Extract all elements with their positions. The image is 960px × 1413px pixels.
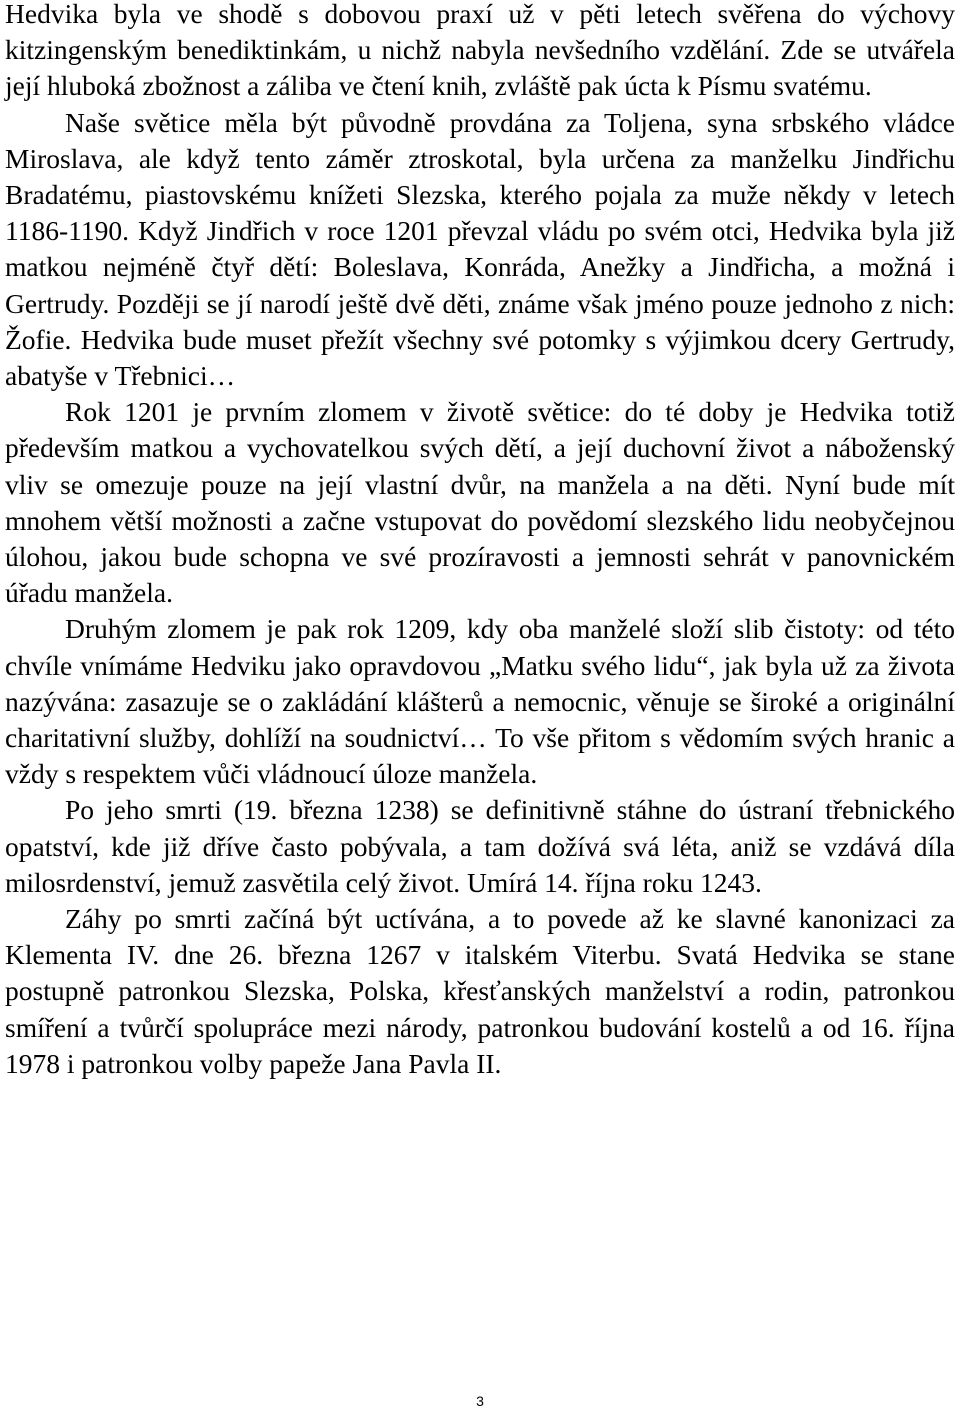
body-text [5, 0, 955, 1082]
paragraph-1: Hedvika byla ve shodě s dobovou praxí už v pěti letech svěřena do výchovy kitzingenským benediktinkám, u nichž nabyla nevšedního vzdělání. Zde se utvářela její hluboká zbožnost a záliba ve čtení knih, zvláště pak úcta k Písmu svatému. [5, 0, 955, 102]
page-number: 3 [476, 1393, 484, 1409]
paragraph-2: Naše světice měla být původně provdána za Toljena, syna srbského vládce Miroslava, ale když tento záměr ztroskotal, byla určena za manželku Jindřichu Bradatému, piastovskému knížeti Slezska, kterého pojala za muže někdy v letech 1186-1190. Když Jindřich v roce 1201 převzal vládu po svém otci, Hedvika byla již matkou nejméně čtyř dětí: Boleslava, Konráda, Anežky a Jindřicha, a možná i Gertrudy. Později se jí narodí ještě dvě děti, známe však jméno pouze jednoho z nich: Žofie. Hedvika bude muset přežít všechny své potomky s výjimkou dcery Gertrudy, abatyše v Třebnici… [5, 106, 955, 392]
paragraph-4: Druhým zlomem je pak rok 1209, kdy oba manželé složí slib čistoty: od této chvíle vnímáme Hedviku jako opravdovou „Matku svého lidu“, jak byla už za života nazývána: zasazuje se o zakládání klášterů a nemocnic, věnuje se široké a originální charitativní služby, dohlíží na soudnictví… To vše přitom s vědomím svých hranic a vždy s respektem vůči vládnoucí úloze manžela. [5, 613, 955, 790]
paragraph-5: Po jeho smrti (19. března 1238) se definitivně stáhne do ústraní třebnického opatství, kde již dříve často pobývala, a tam dožívá svá léta, aniž se vzdává díla milosrdenství, jemuž zasvětila celý život. Umírá 14. října roku 1243. [5, 794, 955, 898]
paragraph-6: Záhy po smrti začíná být uctívána, a to povede až ke slavné kanonizaci za Klementa IV. dne 26. března 1267 v italském Viterbu. Svatá Hedvika se stane postupně patronkou Slezska, Polska, křesťanských manželství a rodin, patronkou smíření a tvůrčí spolupráce mezi národy, patronkou budování kostelů a od 16. října 1978 i patronkou volby papeže Jana Pavla II. [5, 903, 955, 1079]
paragraph-3: Rok 1201 je prvním zlomem v životě světice: do té doby je Hedvika totiž především matkou a vychovatelkou svých dětí, a její duchovní život a náboženský vliv se omezuje pouze na její vlastní dvůr, na manžela a na děti. Nyní bude mít mnohem větší možnosti a začne vstupovat do povědomí slezského lidu neobyčejnou úlohou, jakou bude schopna ve své prozíravosti a jemnosti sehrát v panovnickém úřadu manžela. [5, 396, 955, 609]
